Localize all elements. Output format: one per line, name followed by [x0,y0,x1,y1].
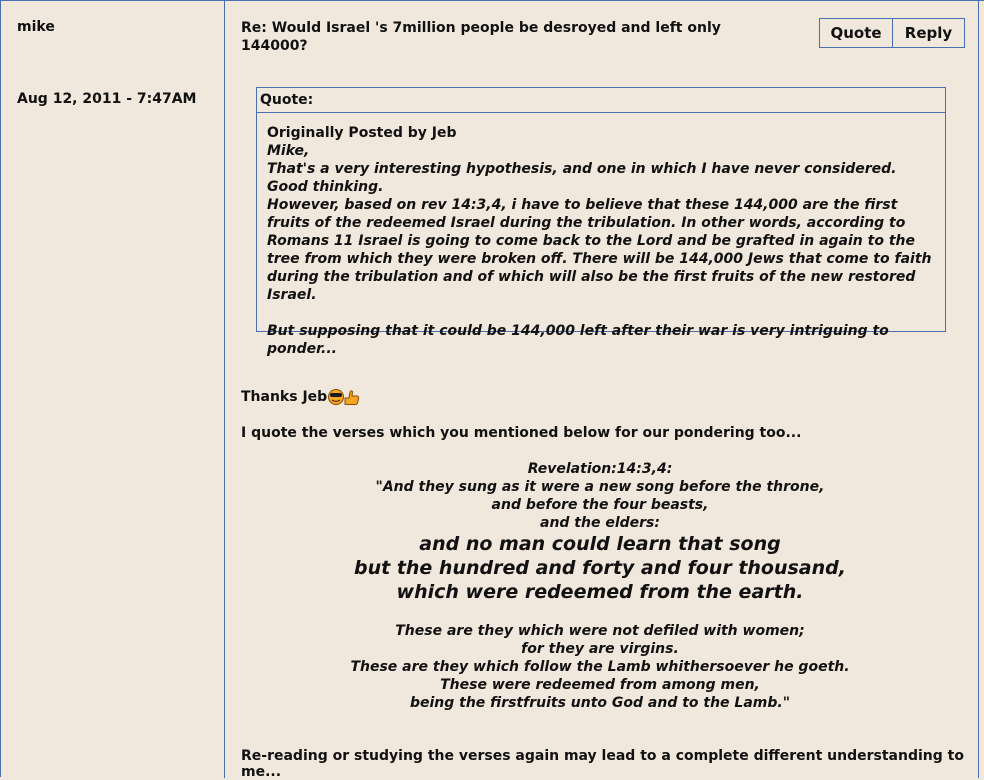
verse-line: for they are virgins. [521,641,679,657]
verse-line: and the elders: [540,515,660,531]
quote-block [256,87,946,357]
verse-line: being the firstfruits unto God and to the Lamb." [409,695,791,711]
post-date: Aug 12, 2011 - 7:47AM [17,91,197,107]
post-action-buttons [819,18,965,48]
quote-header: Quote: [257,88,945,113]
verse-line: "And they sung as it were a new song before the throne, [375,479,825,495]
quote-line: Mike, [267,143,310,159]
verse-line: and before the four beasts, [491,497,709,513]
verse-line-large: but the hundred and forty and four thousand, [354,557,846,579]
verse-line-large: and no man could learn that song [419,533,781,555]
verse-line: These were redeemed from among men, [440,677,760,693]
post-author-column [1,1,225,778]
quote-line: However, based on rev 14:3,4, i have to believe that these 144,000 are the first fruits of the redeemed Israel during the tribulation. In other words, according to Romans 11 Israel is going to come back to the Lord and be grafted in again to the tree from which they were broken off. There will be 144,000 Jews that come to faith during the tribulation and of which will also be the first fruits of the new restored Israel. [267,197,932,303]
quote-button[interactable]: Quote [819,18,893,48]
quote-line: But supposing that it could be 144,000 left after their war is very intriguing to ponder... [267,323,889,357]
verse-block [241,460,959,712]
quote-body [257,113,945,358]
post-right-border [978,1,979,778]
closing-text: Re-reading or studying the verses again may lead to a complete different understanding to me... [241,748,964,780]
cool-thumbs-up-icon [328,388,360,406]
post-subject: Re: Would Israel 's 7million people be desroyed and left only 144000? [241,20,721,54]
verse-line: These are they which follow the Lamb whithersoever he goeth. [350,659,850,675]
verse-reference: Revelation:14:3,4: [527,461,673,477]
reply-button[interactable]: Reply [893,18,965,48]
thanks-text: Thanks Jeb [241,389,328,405]
thanks-line [241,388,360,406]
intro-text: I quote the verses which you mentioned below for our pondering too... [241,425,802,441]
post-author[interactable]: mike [17,19,55,35]
quote-attribution: Originally Posted by Jeb [267,125,457,141]
quote-line: That's a very interesting hypothesis, and one in which I have never considered. Good thinking. [267,161,897,195]
verse-line-large: which were redeemed from the earth. [396,581,804,603]
verse-line: These are they which were not defiled with women; [395,623,805,639]
